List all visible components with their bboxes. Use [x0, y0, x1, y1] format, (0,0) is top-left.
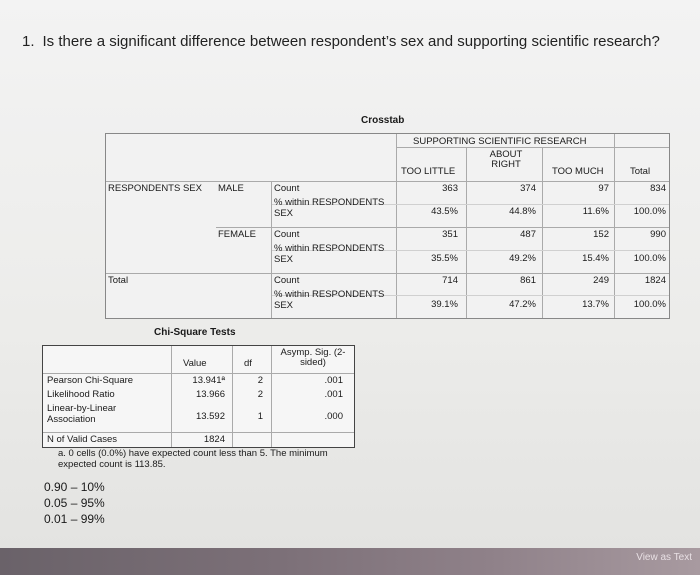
cell: 47.2%	[509, 299, 536, 310]
cell: 100.0%	[633, 206, 666, 217]
cell: 13.966	[195, 389, 225, 400]
crosstab-title: Crosstab	[361, 115, 405, 126]
col-group-header: SUPPORTING SCIENTIFIC RESEARCH	[413, 136, 587, 147]
col-header-total: Total	[630, 166, 651, 177]
row-label: Linear-by-Linear Association	[47, 403, 117, 425]
chi-square-table	[42, 345, 355, 448]
chi-square-title: Chi-Square Tests	[154, 327, 236, 338]
cell: 49.2%	[509, 253, 536, 264]
col-header-too-little: TOO LITTLE	[401, 166, 456, 177]
p-value-item: 0.01 – 99%	[44, 512, 105, 526]
cell: 1	[257, 411, 263, 422]
cell: 100.0%	[633, 299, 666, 310]
cell: 714	[442, 275, 458, 286]
cell: .001	[324, 375, 343, 386]
cell: 13.941ª	[192, 375, 225, 386]
cell: 834	[650, 183, 666, 194]
cell: 990	[650, 229, 666, 240]
cell: 13.592	[195, 411, 225, 422]
cell: 44.8%	[509, 206, 536, 217]
cell: 1824	[203, 434, 225, 445]
cell: .001	[324, 389, 343, 400]
view-as-text-link[interactable]: View as Text	[636, 552, 692, 563]
question-text: Is there a significant difference between respondent’s sex and supporting scientific research?	[42, 33, 660, 50]
pct-label: % within RESPONDENTS SEX	[274, 243, 385, 265]
p-value-item: 0.90 – 10%	[44, 480, 105, 494]
count-label: Count	[274, 229, 300, 240]
row-label: Pearson Chi-Square	[47, 375, 134, 386]
header-df: df	[244, 358, 252, 369]
cell: 2	[257, 389, 263, 400]
header-sig: Asymp. Sig. (2-sided)	[280, 347, 346, 368]
col-header-about-right: ABOUT RIGHT	[489, 149, 523, 170]
count-label: Count	[274, 275, 300, 286]
cell: 39.1%	[431, 299, 458, 310]
row-group-female: FEMALE	[218, 229, 257, 240]
cell: 15.4%	[582, 253, 609, 264]
cell: 97	[598, 183, 609, 194]
count-label: Count	[274, 183, 300, 194]
cell: .000	[324, 411, 343, 422]
row-group-male: MALE	[218, 183, 244, 194]
crosstab-table	[105, 133, 670, 319]
p-value-item: 0.05 – 95%	[44, 496, 105, 510]
question-number: 1.	[22, 33, 35, 50]
cell: 43.5%	[431, 206, 458, 217]
p-value-list	[44, 479, 105, 527]
cell: 249	[593, 275, 609, 286]
cell: 35.5%	[431, 253, 458, 264]
cell: 351	[442, 229, 458, 240]
row-variable-label: RESPONDENTS SEX	[108, 183, 202, 194]
cell: 2	[257, 375, 263, 386]
question	[22, 33, 660, 50]
cell: 13.7%	[582, 299, 609, 310]
bottom-bar	[0, 548, 700, 575]
cell: 487	[520, 229, 536, 240]
row-label: Likelihood Ratio	[47, 389, 115, 400]
cell: 374	[520, 183, 536, 194]
header-value: Value	[183, 358, 207, 369]
cell: 152	[593, 229, 609, 240]
cell: 363	[442, 183, 458, 194]
cell: 100.0%	[633, 253, 666, 264]
pct-label: % within RESPONDENTS SEX	[274, 289, 385, 311]
cell: 861	[520, 275, 536, 286]
chi-square-footnote: a. 0 cells (0.0%) have expected count less than 5. The minimum expected count is 113.85.	[58, 448, 328, 470]
cell: 1824	[644, 275, 666, 286]
cell: 11.6%	[582, 206, 609, 217]
pct-label: % within RESPONDENTS SEX	[274, 197, 385, 219]
row-label: N of Valid Cases	[47, 434, 118, 445]
row-group-total: Total	[108, 275, 129, 286]
col-header-too-much: TOO MUCH	[552, 166, 604, 177]
